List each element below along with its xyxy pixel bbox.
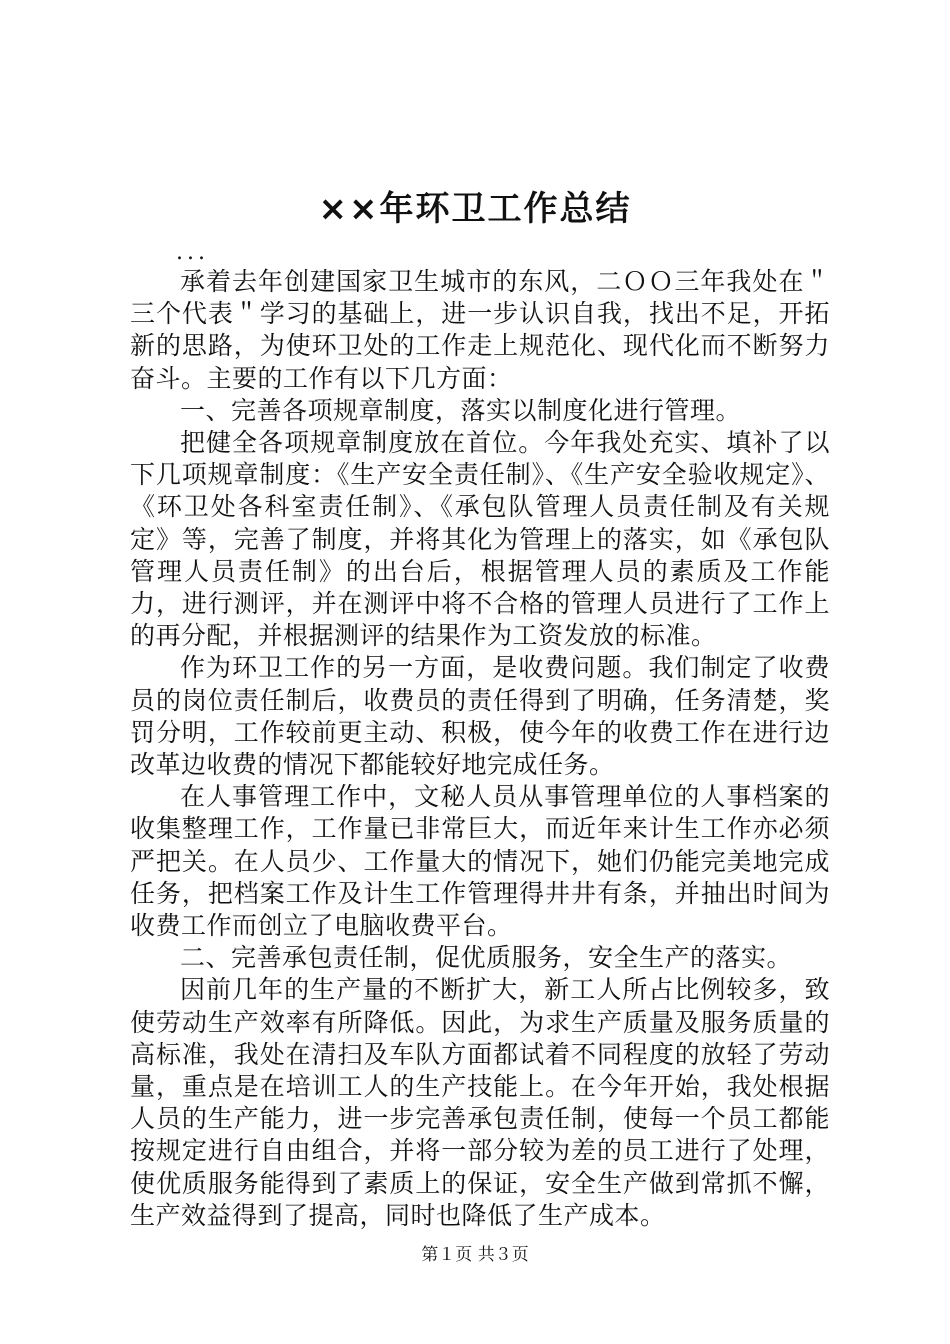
paragraph-intro: 承着去年创建国家卫生城市的东风，二ＯＯ三年我处在＂三个代表＂学习的基础上，进一步认识自我，找出不足，开拓新的思路，为使环卫处的工作走上规范化、现代化而不断努力奋斗。主要的工作有以下几方面： [130, 267, 830, 393]
paragraph-personnel: 在人事管理工作中，文秘人员从事管理单位的人事档案的收集整理工作，工作量已非常巨大，而近年来计生工作亦必须严把关。在人员少、工作量大的情况下，她们仍能完美地完成任务，把档案工作及计生工作管理得井井有条，并抽出时间为收费工作而创立了电脑收费平台。 [130, 782, 830, 941]
document-body [130, 242, 830, 1232]
section-heading-2: 二、完善承包责任制，促优质服务，安全生产的落实。 [180, 943, 793, 973]
ellipsis-marker: ... [176, 240, 209, 265]
page-footer: 第１页 共３页 [421, 1245, 529, 1265]
paragraph-production: 因前几年的生产量的不断扩大，新工人所占比例较多，致使劳动生产效率有所降低。因此，为求生产质量及服务质量的高标准，我处在清扫及车队方面都试着不同程度的放轻了劳动量，重点是在培训工人的生产技能上。在今年开始，我处根据人员的生产能力，进一步完善承包责任制，使每一个员工都能按规定进行自由组合，并将一部分较为差的员工进行了处理，使优质服务能得到了素质上的保证，安全生产做到常抓不懈，生产效益得到了提高，同时也降低了生产成本。 [130, 975, 830, 1230]
document-title: ××年环卫工作总结 [318, 189, 632, 229]
section-heading-1: 一、完善各项规章制度，落实以制度化进行管理。 [180, 395, 742, 425]
paragraph-fees: 作为环卫工作的另一方面，是收费问题。我们制定了收费员的岗位责任制后，收费员的责任得到了明确，任务清楚，奖罚分明，工作较前更主动、积极，使今年的收费工作在进行边改革边收费的情况下都能较好地完成任务。 [130, 653, 830, 780]
paragraph-regulations: 把健全各项规章制度放在首位。今年我处充实、填补了以下几项规章制度：《生产安全责任制》、《生产安全验收规定》、《环卫处各科室责任制》、《承包队管理人员责任制及有关规定》等，完善了制度，并将其化为管理上的落实，如《承包队管理人员责任制》的出台后，根据管理人员的素质及工作能力，进行测评，并在测评中将不合格的管理人员进行了工作上的再分配，并根据测评的结果作为工资发放的标准。 [130, 428, 830, 651]
